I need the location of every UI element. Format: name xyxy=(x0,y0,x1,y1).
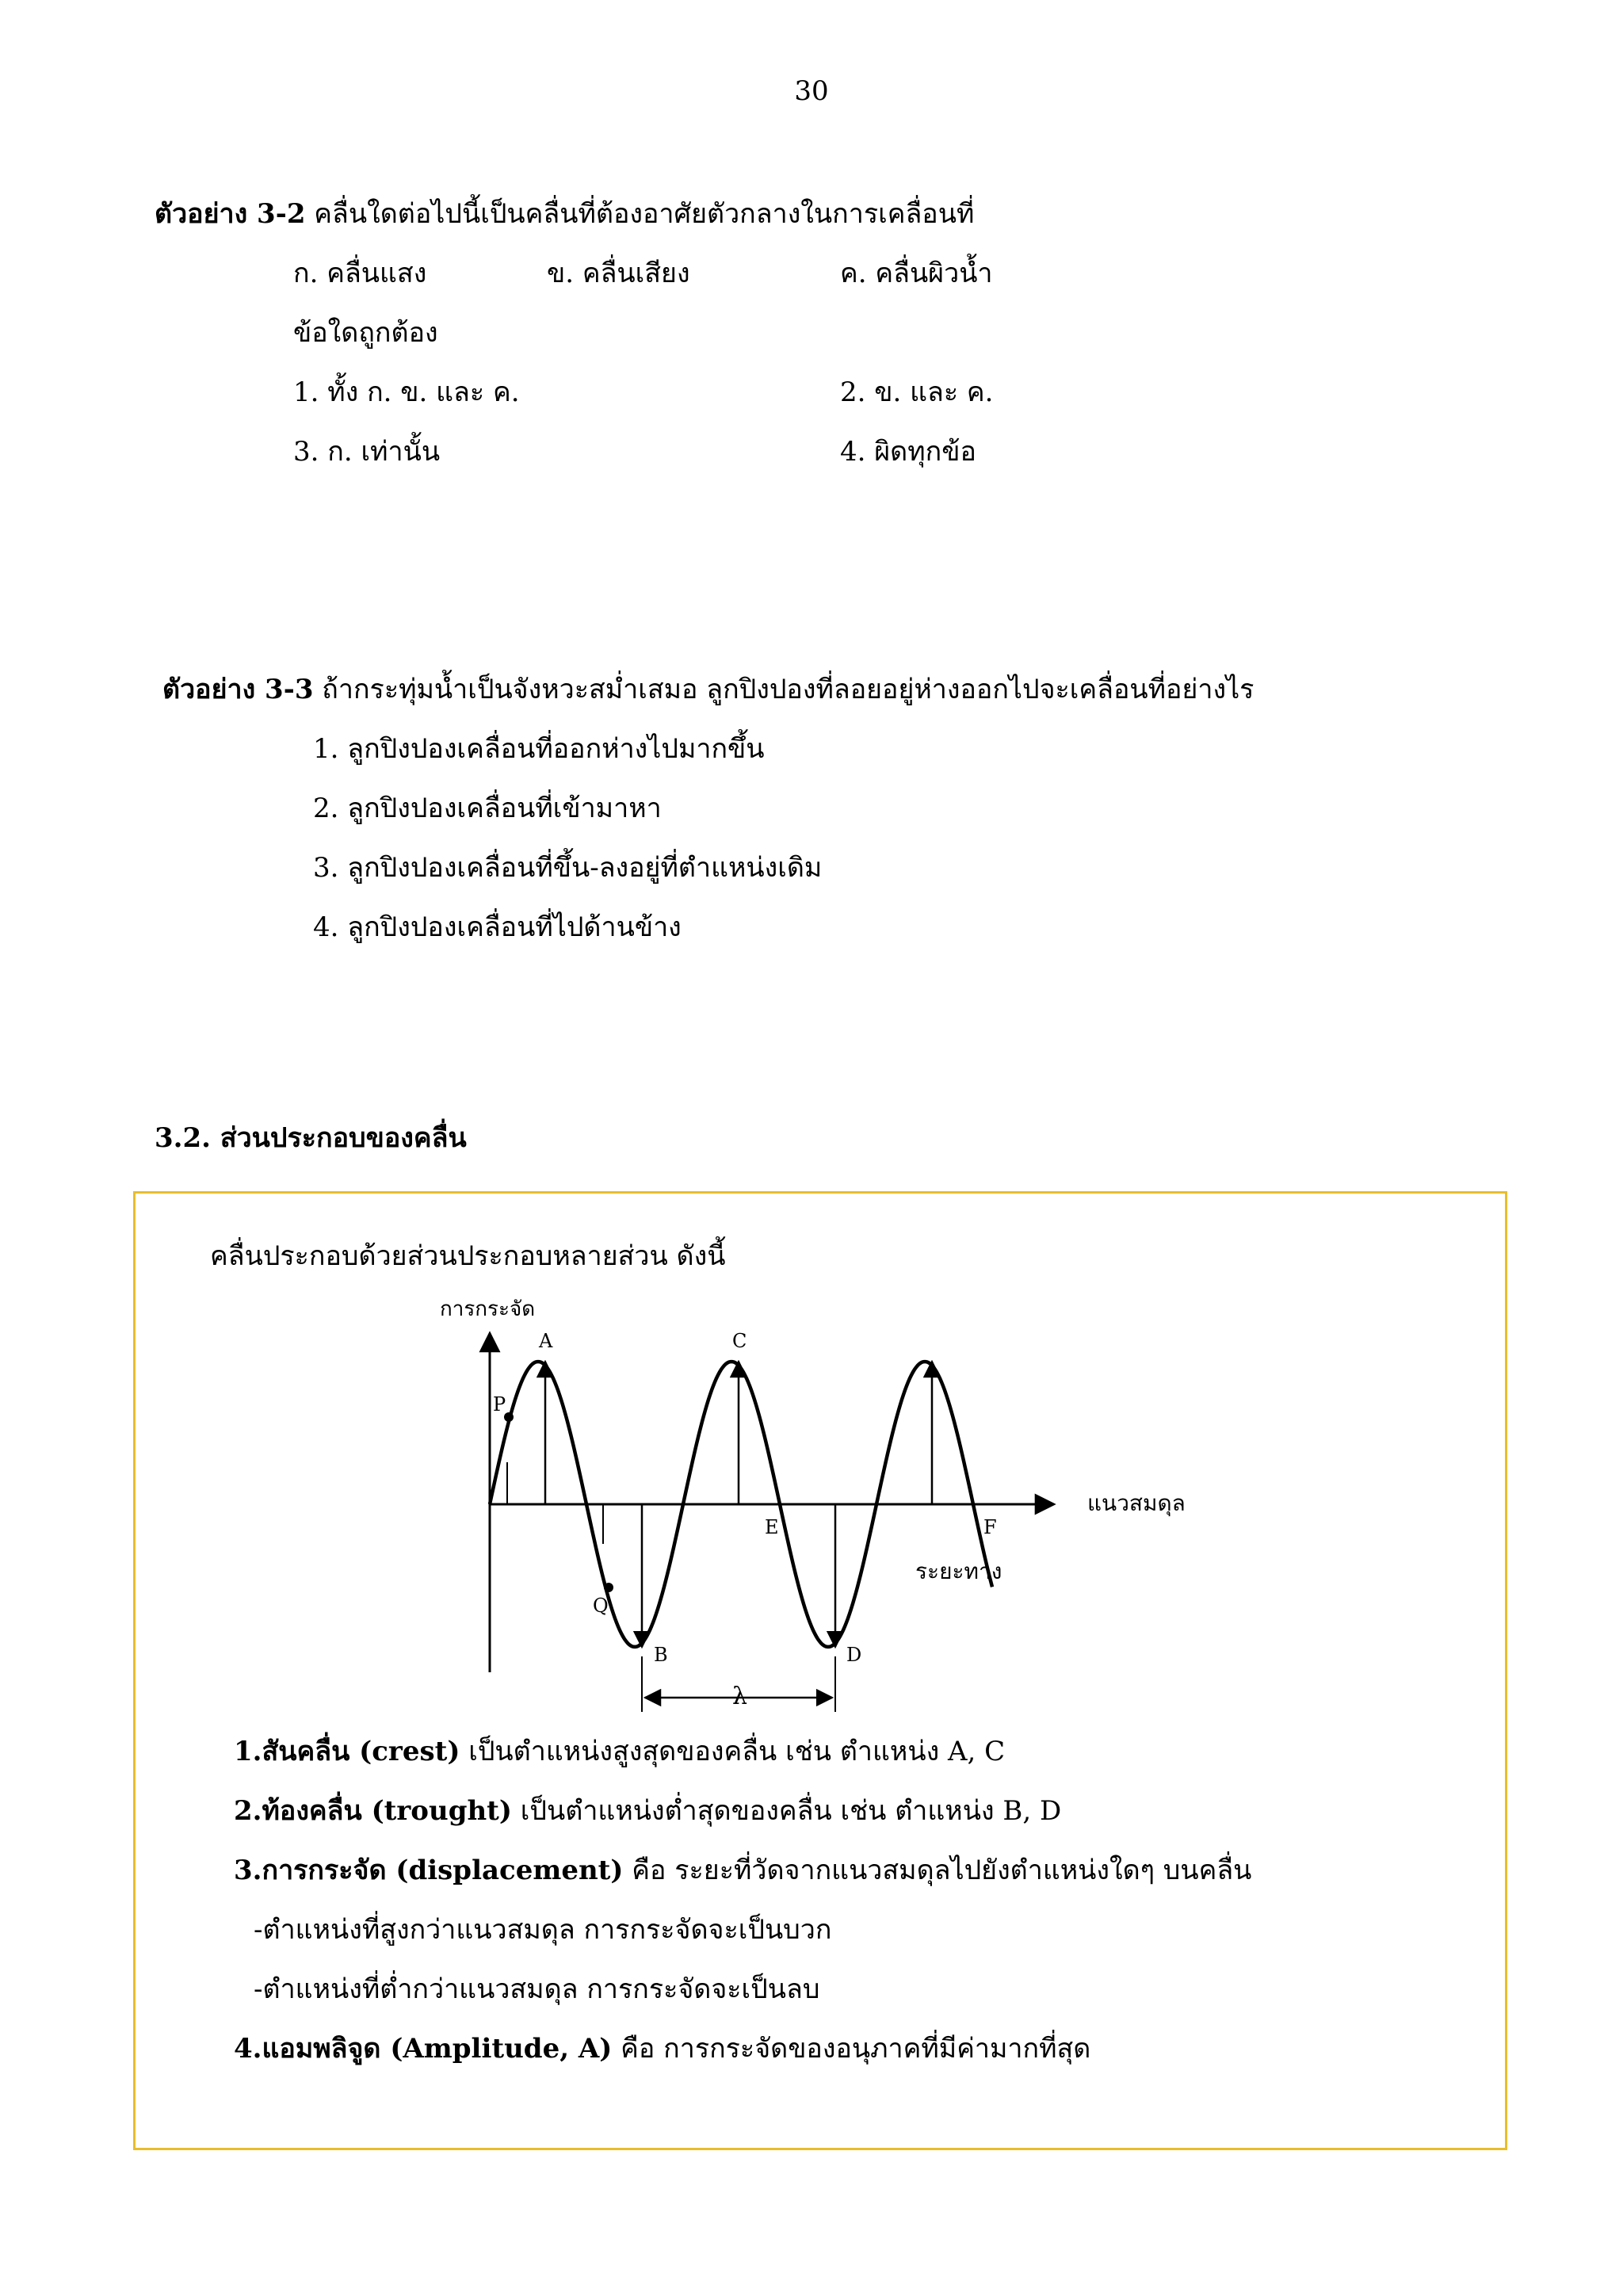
definition-displacement xyxy=(234,1857,1251,1884)
note-positive: -ตำแหน่งที่สูงกว่าแนวสมดุล การกระจัดจะเป็นบวก xyxy=(254,1914,832,1946)
item-sound-wave: ข. คลื่นเสียง xyxy=(547,258,690,289)
example-3-2-question xyxy=(155,198,975,230)
label-f: F xyxy=(983,1516,997,1538)
label-b: B xyxy=(654,1644,668,1666)
label-a: A xyxy=(539,1330,553,1352)
label-p: P xyxy=(493,1393,506,1415)
example-label: ตัวอย่าง 3-3 xyxy=(162,674,314,705)
section-intro: คลื่นประกอบด้วยส่วนประกอบหลายส่วน ดังนี้ xyxy=(210,1240,726,1272)
definition-trough xyxy=(234,1795,1062,1827)
point-q-marker xyxy=(604,1583,613,1592)
question-text: คลื่นใดต่อไปนี้เป็นคลื่นที่ต้องอาศัยตัวกลางในการเคลื่อนที่ xyxy=(305,198,975,230)
item-light-wave: ก. คลื่นแสง xyxy=(293,258,427,289)
wave-diagram xyxy=(428,1292,1220,1736)
term: 2.ท้องคลื่น (trought) xyxy=(234,1795,512,1827)
page-number: 30 xyxy=(794,75,829,107)
label-q: Q xyxy=(593,1595,609,1617)
item-water-wave: ค. คลื่นผิวน้ำ xyxy=(840,258,993,289)
definition-text: คือ ระยะที่วัดจากแนวสมดุลไปยังตำแหน่งใดๆ บนคลื่น xyxy=(623,1855,1252,1886)
question-text: ถ้ากระทุ่มน้ำเป็นจังหวะสม่ำเสมอ ลูกปิงปองที่ลอยอยู่ห่างออกไปจะเคลื่อนที่อย่างไร xyxy=(313,674,1254,705)
label-d: D xyxy=(846,1644,862,1666)
wavelength-symbol: λ xyxy=(732,1683,748,1710)
label-c: C xyxy=(732,1330,747,1352)
distance-label: ระยะทาง xyxy=(915,1558,1002,1584)
choice-3: 3. ก. เท่านั้น xyxy=(293,436,441,468)
note-negative: -ตำแหน่งที่ต่ำกว่าแนวสมดุล การกระจัดจะเป็นลบ xyxy=(254,1973,820,2005)
choice-3: 3. ลูกปิงปองเคลื่อนที่ขึ้น-ลงอยู่ที่ตำแหน่งเดิม xyxy=(313,852,823,884)
term: 4.แอมพลิจูด (Amplitude, A) xyxy=(234,2033,613,2065)
choice-1: 1. ลูกปิงปองเคลื่อนที่ออกห่างไปมากขึ้น xyxy=(313,733,765,765)
choice-4: 4. ผิดทุกข้อ xyxy=(840,436,976,468)
choice-2: 2. ข. และ ค. xyxy=(840,376,994,408)
example-label: ตัวอย่าง 3-2 xyxy=(155,198,306,230)
definition-text: เป็นตำแหน่งสูงสุดของคลื่น เช่น ตำแหน่ง A, C xyxy=(460,1736,1006,1767)
definition-text: เป็นตำแหน่งต่ำสุดของคลื่น เช่น ตำแหน่ง B, D xyxy=(511,1795,1062,1827)
definition-text: คือ การกระจัดของอนุภาคที่มีค่ามากที่สุด xyxy=(612,2033,1091,2065)
label-e: E xyxy=(765,1516,779,1538)
y-axis-label: การกระจัด xyxy=(440,1297,536,1321)
definition-crest xyxy=(234,1738,1005,1765)
choice-2: 2. ลูกปิงปองเคลื่อนที่เข้ามาหา xyxy=(313,793,662,824)
term: 1.สันคลื่น (crest) xyxy=(234,1736,460,1767)
definition-amplitude xyxy=(234,2033,1091,2065)
section-heading: 3.2. ส่วนประกอบของคลื่น xyxy=(155,1122,467,1154)
equilibrium-label: แนวสมดุล xyxy=(1087,1490,1186,1516)
prompt-text: ข้อใดถูกต้อง xyxy=(293,317,438,349)
example-3-3-question xyxy=(162,676,1254,703)
choice-4: 4. ลูกปิงปองเคลื่อนที่ไปด้านข้าง xyxy=(313,911,682,943)
choice-1: 1. ทั้ง ก. ข. และ ค. xyxy=(293,376,520,408)
term: 3.การกระจัด (displacement) xyxy=(234,1855,624,1886)
